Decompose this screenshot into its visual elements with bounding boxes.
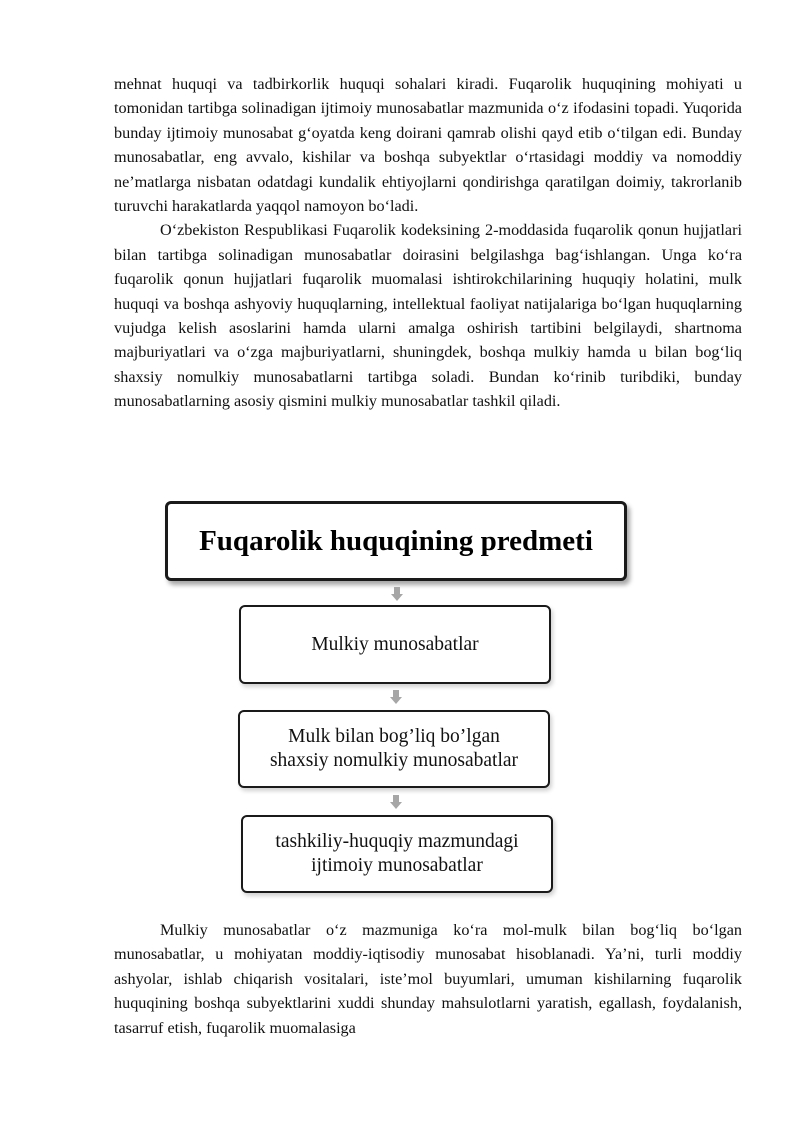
down-arrow-icon (390, 690, 402, 704)
diagram-title: Fuqarolik huquqining predmeti (199, 524, 593, 557)
top-text-block (114, 72, 742, 414)
down-arrow-icon (391, 587, 403, 601)
paragraph-civil-code: O‘zbekiston Respublikasi Fuqarolik kodeksining 2-moddasida fuqarolik qonun hujjatlari bilan tartibga solinadigan munosabatlar doirasini belgilashga bag‘ishlangan. Unga ko‘ra fuqarolik qonun hujjatlari fuqarolik muomalasi ishtirokchilarining huquqiy holatini, mulk huquqi va boshqa ashyoviy huquqlarning, intellektual faoliyat natijalariga bo‘lgan huquqlarning vujudga kelish asoslarini hamda ularni amalga oshirish tartibini belgilaydi, shartnoma majburiyatlari va o‘zga majburiyatlarni, shuningdek, boshqa mulkiy hamda u bilan bog‘liq shaxsiy nomulkiy munosabatlarni tartibga soladi. Bundan ko‘rinib turibdiki, bunday munosabatlarning asosiy qismini mulkiy munosabatlar tashkil qiladi. (114, 221, 742, 411)
diagram-item-line: tashkiliy-huquqiy mazmundagi (275, 831, 519, 852)
diagram-item-personal-relations (238, 710, 550, 788)
diagram-item-line: shaxsiy nomulkiy munosabatlar (269, 750, 519, 771)
paragraph-property-relations: Mulkiy munosabatlar o‘z mazmuniga ko‘ra mol-mulk bilan bog‘liq bo‘lgan munosabatlar, u mohiyatan moddiy-iqtisodiy munosabat hisoblanadi. Ya’ni, turli moddiy ashyolar, ishlab chiqarish vositalari, iste’mol buyumlari, umuman kishilarning fuqarolik huquqining boshqa subyektlarini xuddi shunday mahsulotlarni yaratish, egallash, foydalanish, tasarruf etish, fuqarolik muomalasiga (114, 921, 742, 1037)
diagram-item-line: Mulk bilan bog’liq bo’lgan (288, 726, 500, 747)
diagram-title-box (165, 501, 627, 581)
diagram-item-property-relations (239, 605, 551, 684)
diagram-item-line: Mulkiy munosabatlar (311, 633, 479, 655)
diagram-item-organizational-relations (241, 815, 553, 893)
bottom-text-block (114, 918, 742, 1040)
diagram-item-line: ijtimoiy munosabatlar (311, 855, 483, 876)
down-arrow-icon (390, 795, 402, 809)
paragraph-continuation: mehnat huquqi va tadbirkorlik huquqi sohalari kiradi. Fuqarolik huquqining mohiyati u tomonidan tartibga solinadigan ijtimoiy munosabatlar mazmunida o‘z ifodasini topadi. Yuqorida bunday ijtimoiy munosabat g‘oyatda keng doirani qamrab olishi qayd etib o‘tilgan edi. Bunday munosabatlar, eng avvalo, kishilar va boshqa subyektlar o‘rtasidagi moddiy va nomoddiy ne’matlarga nisbatan odatdagi kundalik ehtiyojlarni qondirishga qaratilgan doimiy, takrorlanib turuvchi harakatlarda yaqqol namoyon bo‘ladi. (114, 75, 742, 216)
